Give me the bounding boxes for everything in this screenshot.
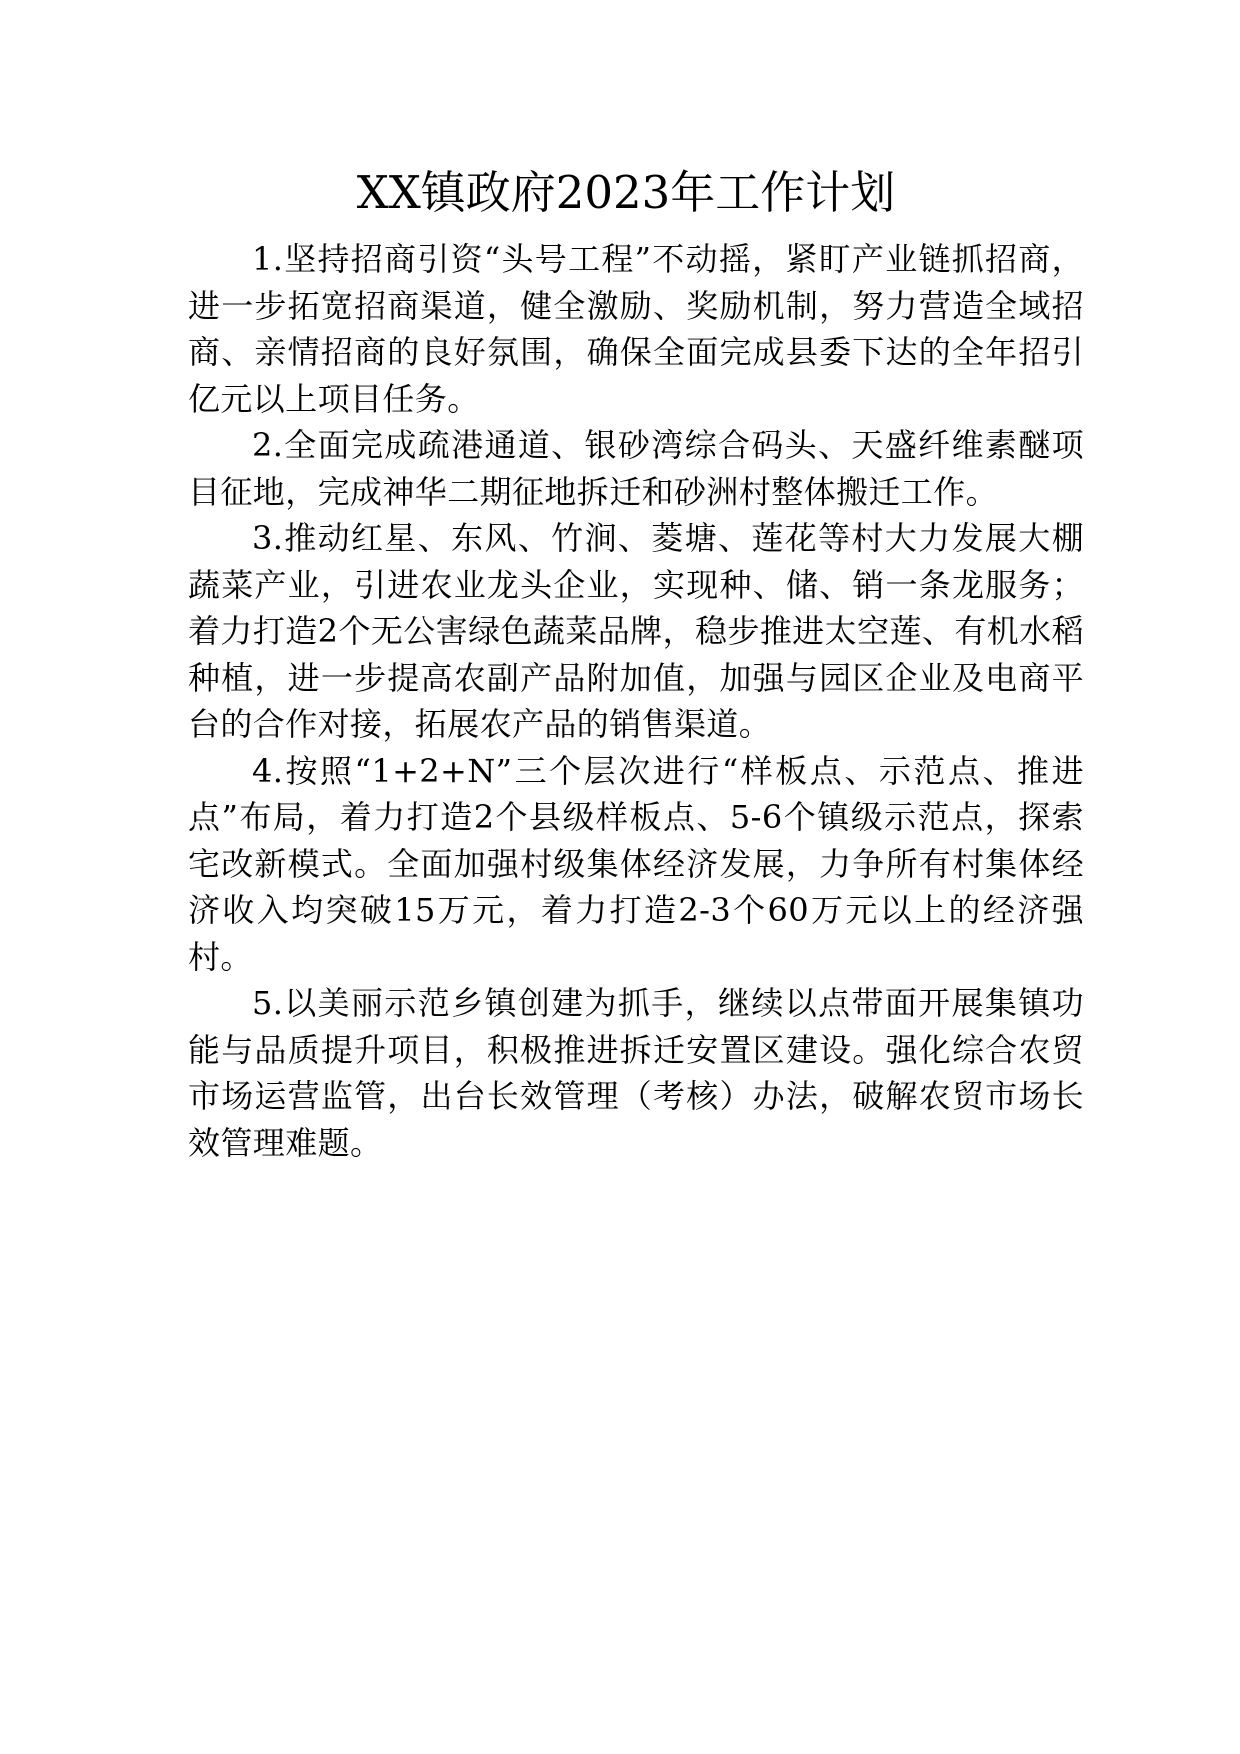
- document-page: [188, 160, 1084, 1166]
- document-body: [188, 236, 1084, 1166]
- document-title: XX镇政府2023年工作计划: [356, 166, 896, 219]
- paragraph-3: 3.推动红星、东风、竹涧、菱塘、莲花等村大力发展大棚蔬菜产业，引进农业龙头企业，实现种、储、销一条龙服务；着力打造2个无公害绿色蔬菜品牌，稳步推进太空莲、有机水稻种植，进一步提高农副产品附加值，加强与园区企业及电商平台的合作对接，拓展农产品的销售渠道。: [188, 519, 1084, 743]
- paragraph-5: 5.以美丽示范乡镇创建为抓手，继续以点带面开展集镇功能与品质提升项目，积极推进拆迁安置区建设。强化综合农贸市场运营监管，出台长效管理（考核）办法，破解农贸市场长效管理难题。: [188, 984, 1084, 1162]
- paragraph-1: 1.坚持招商引资“头号工程”不动摇，紧盯产业链抓招商，进一步拓宽招商渠道，健全激励、奖励机制，努力营造全域招商、亲情招商的良好氛围，确保全面完成县委下达的全年招引亿元以上项目任务。: [188, 240, 1084, 418]
- paragraph-2: 2.全面完成疏港通道、银砂湾综合码头、天盛纤维素醚项目征地，完成神华二期征地拆迁和砂洲村整体搬迁工作。: [188, 426, 1084, 511]
- paragraph-4: 4.按照“1+2+N”三个层次进行“样板点、示范点、推进点”布局，着力打造2个县级样板点、5-6个镇级示范点，探索宅改新模式。全面加强村级集体经济发展，力争所有村集体经济收入均突破15万元，着力打造2-3个60万元以上的经济强村。: [188, 751, 1084, 976]
